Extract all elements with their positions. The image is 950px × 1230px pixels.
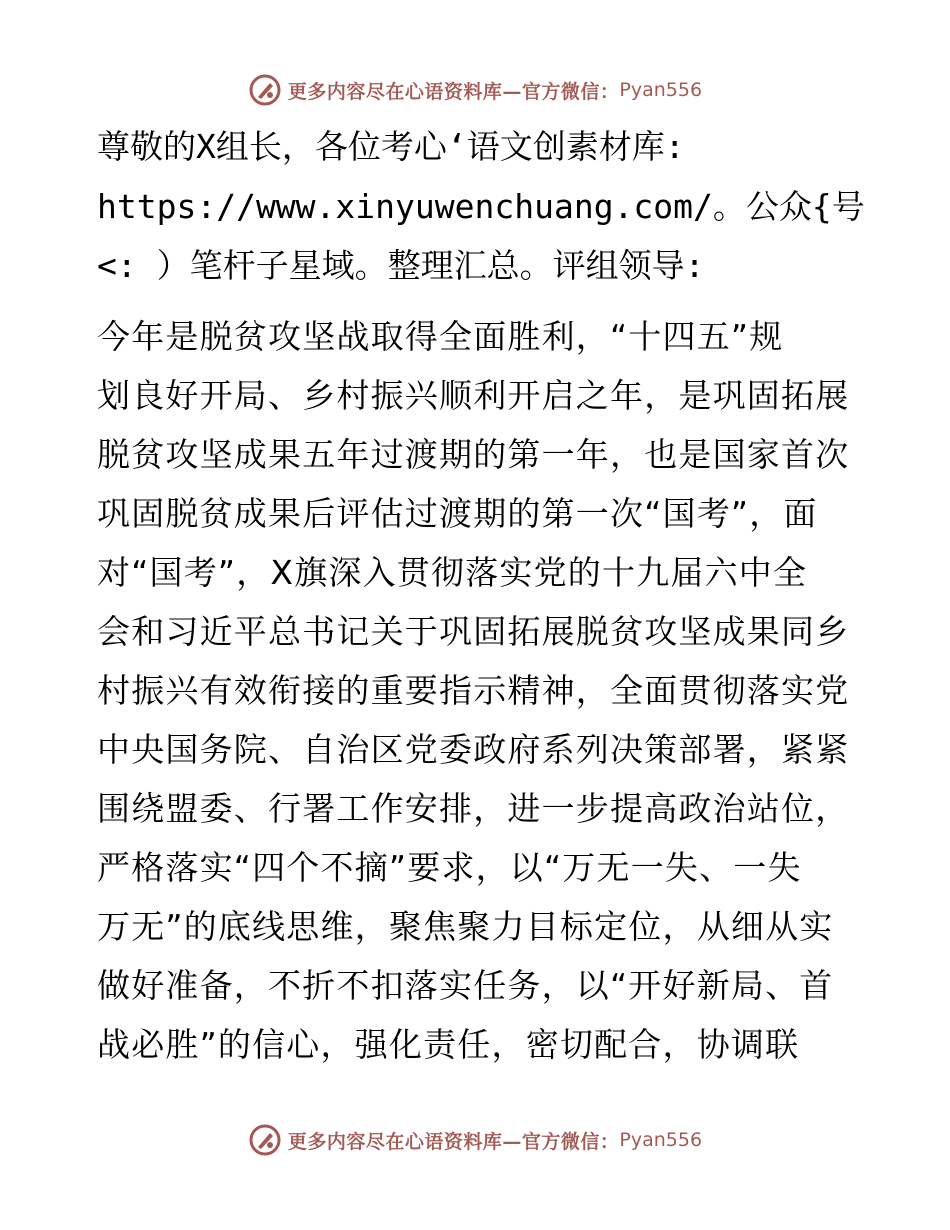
body-line: 巩固脱贫成果后评估过渡期的第一次“国考”，面 [97,494,818,533]
footer-banner-text: 更多内容尽在心语资料库—官方微信： [287,1130,620,1153]
body-line: 会和习近平总书记关于巩固拓展脱贫攻坚成果同乡 [97,612,850,651]
pen-logo-icon [248,1123,282,1157]
footer-wechat-id: Pyan556 [619,1129,703,1151]
header-wechat-id: Pyan556 [619,79,703,101]
header-banner [0,70,950,110]
pen-logo-icon [248,73,282,107]
body-line: 对“国考”，X旗深入贯彻落实党的十九届六中全 [97,553,808,592]
body-line: 万无”的底线思维，聚焦聚力目标定位，从细从实 [97,907,834,946]
footer-banner [0,1120,950,1160]
body-line: 严格落实“四个不摘”要求，以“万无一失、一失 [97,848,802,887]
greeting-line: <: ）笔杆子星域。整理汇总。评组领导: [97,246,705,285]
greeting-line: 尊敬的X组长，各位考心‘语文创素材库: [97,127,685,166]
body-line: 今年是脱贫攻坚战取得全面胜利，“十四五”规 [97,317,784,356]
body-line: 做好准备，不折不扣落实任务，以“开好新局、首 [97,966,834,1005]
greeting-line: https://www.xinyuwenchuang.com/。公众{号 [97,187,865,226]
header-banner-text: 更多内容尽在心语资料库—官方微信： [287,80,620,103]
body-line: 划良好开局、乡村振兴顺利开启之年，是巩固拓展 [97,376,850,415]
body-line: 中央国务院、自治区党委政府系列决策部署，紧紧 [97,730,850,769]
body-line: 脱贫攻坚成果五年过渡期的第一年，也是国家首次 [97,435,850,474]
body-line: 围绕盟委、行署工作安排，进一步提高政治站位， [97,789,850,828]
body-line: 战必胜”的信心，强化责任，密切配合，协调联 [97,1025,800,1064]
body-line: 村振兴有效衔接的重要指示精神，全面贯彻落实党 [97,671,850,710]
